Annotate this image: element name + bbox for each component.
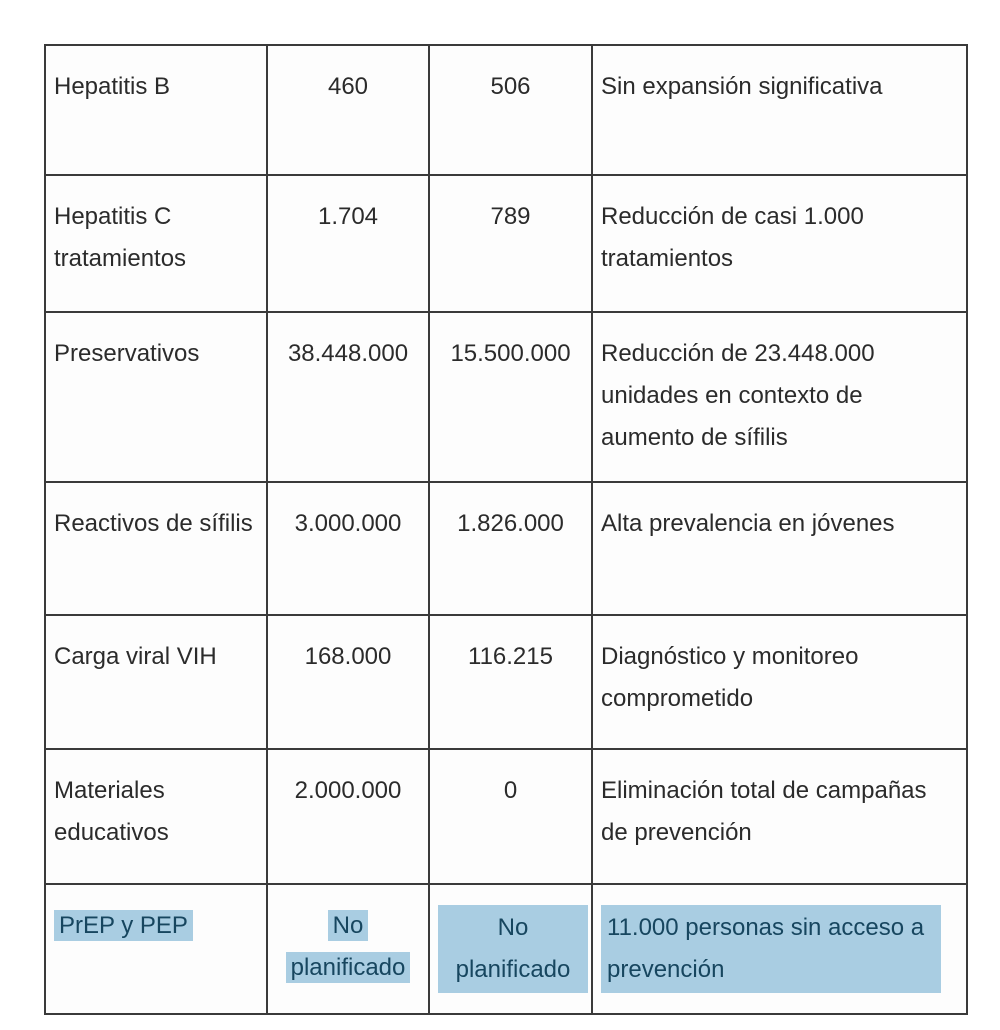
- note-cell: Reducción de casi 1.000 tratamientos: [592, 175, 967, 312]
- note-cell: [592, 884, 967, 1014]
- planned-cell: 168.000: [267, 615, 429, 749]
- highlighted-item-text: PrEP y PEP: [54, 910, 193, 941]
- planned-cell: 460: [267, 45, 429, 175]
- table-row: [45, 615, 967, 749]
- table-row: [45, 312, 967, 482]
- table-row: [45, 749, 967, 884]
- note-cell: Reducción de 23.448.000 unidades en contexto de aumento de sífilis: [592, 312, 967, 482]
- planned-cell: 3.000.000: [267, 482, 429, 615]
- table-row: [45, 175, 967, 312]
- planned-cell: 1.704: [267, 175, 429, 312]
- table-row: [45, 45, 967, 175]
- note-cell: Sin expansión significativa: [592, 45, 967, 175]
- item-cell: Carga viral VIH: [45, 615, 267, 749]
- item-cell: [45, 884, 267, 1014]
- actual-cell: 506: [429, 45, 592, 175]
- item-cell: Hepatitis C tratamientos: [45, 175, 267, 312]
- note-cell: Alta prevalencia en jóvenes: [592, 482, 967, 615]
- actual-cell: [429, 884, 592, 1014]
- table-row: [45, 482, 967, 615]
- actual-cell: 15.500.000: [429, 312, 592, 482]
- item-cell: Reactivos de sífilis: [45, 482, 267, 615]
- supplies-table-container: [44, 44, 968, 1015]
- planned-cell: 2.000.000: [267, 749, 429, 884]
- note-cell: Eliminación total de campañas de prevención: [592, 749, 967, 884]
- item-cell: Materiales educativos: [45, 749, 267, 884]
- actual-cell: 116.215: [429, 615, 592, 749]
- table-row-highlighted: [45, 884, 967, 1014]
- highlighted-actual-text: No planificado: [438, 905, 588, 993]
- highlighted-note-text: 11.000 personas sin acceso a prevención: [601, 905, 941, 993]
- note-cell: Diagnóstico y monitoreo comprometido: [592, 615, 967, 749]
- actual-cell: 789: [429, 175, 592, 312]
- actual-cell: 0: [429, 749, 592, 884]
- item-cell: Preservativos: [45, 312, 267, 482]
- planned-cell: 38.448.000: [267, 312, 429, 482]
- planned-cell: [267, 884, 429, 1014]
- actual-cell: 1.826.000: [429, 482, 592, 615]
- item-cell: Hepatitis B: [45, 45, 267, 175]
- highlighted-planned-line2: planificado: [286, 952, 411, 983]
- highlighted-planned-line1: No: [328, 910, 369, 941]
- supplies-table: [44, 44, 968, 1015]
